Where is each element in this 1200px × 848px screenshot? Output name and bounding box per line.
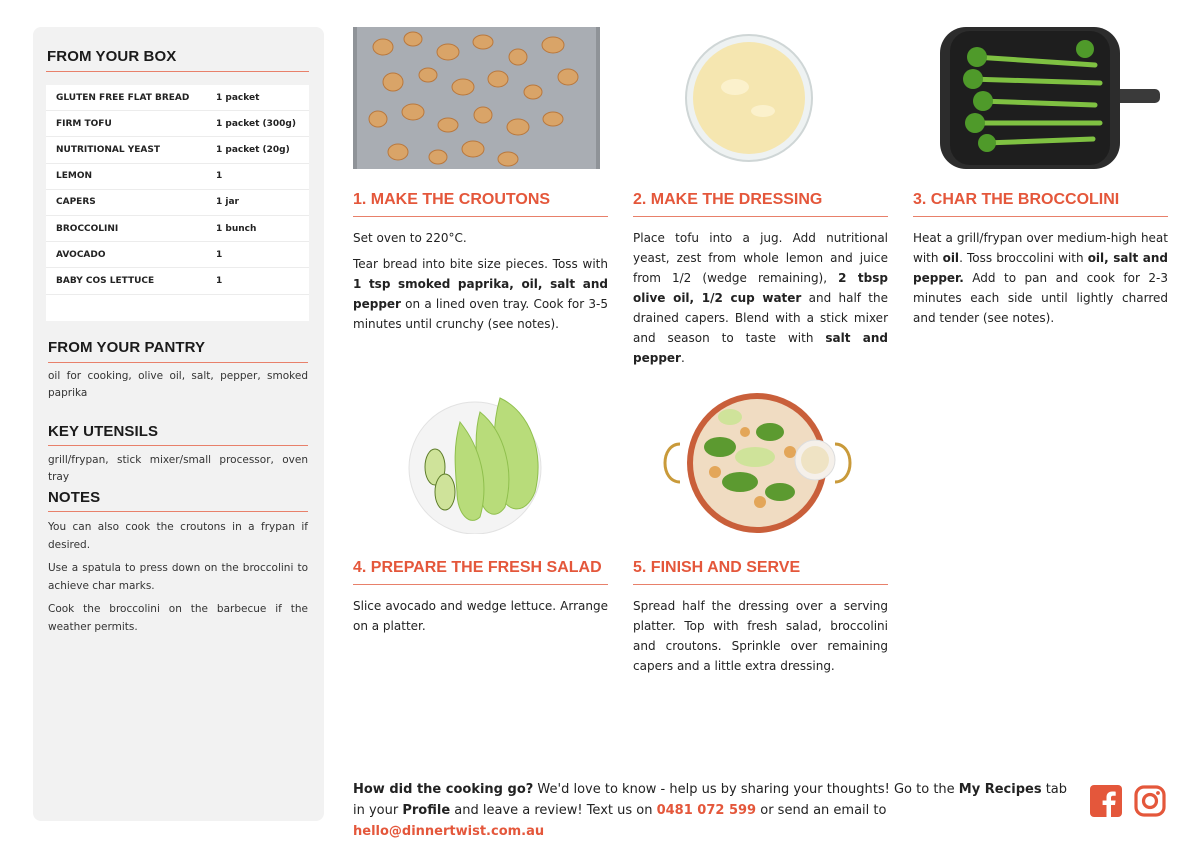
bold-text: oil [942, 251, 960, 265]
sidebar [33, 27, 324, 821]
ingredient-name: NUTRITIONAL YEAST [56, 144, 161, 155]
divider [353, 584, 608, 585]
ingredient-name: BABY COS LETTUCE [56, 275, 155, 286]
text: and half the drained capers. Blend with a stick mixer and season to taste with [633, 291, 888, 345]
note-item: Cook the broccolini on the barbecue if the weather permits. [48, 603, 308, 633]
ingredient-qty: 1 [216, 249, 223, 260]
instagram-icon[interactable] [1134, 785, 1166, 821]
ingredient-row [46, 137, 309, 163]
text: or send an email to [756, 803, 887, 818]
step-3-title: 3. CHAR THE BROCCOLINI [913, 191, 1120, 208]
text: tab in your [353, 782, 1068, 818]
ingredient-name: GLUTEN FREE FLAT BREAD [56, 92, 190, 103]
divider [913, 216, 1168, 217]
pantry-text: oil for cooking, olive oil, salt, pepper, smoked paprika [48, 370, 308, 399]
step-2-title: 2. MAKE THE DRESSING [633, 191, 823, 208]
from-your-pantry-title: FROM YOUR PANTRY [48, 339, 206, 356]
divider [48, 445, 308, 446]
dressing-photo [685, 27, 813, 169]
step-1-text: Set oven to 220°C. [353, 231, 467, 245]
ingredient-row [46, 190, 309, 216]
facebook-icon[interactable] [1090, 785, 1122, 821]
ingredient-name: CAPERS [56, 197, 96, 208]
step-1-title: 1. MAKE THE CROUTONS [353, 191, 551, 208]
ingredient-qty: 1 packet [216, 92, 260, 103]
ingredient-name: AVOCADO [56, 249, 106, 260]
ingredient-name: BROCCOLINI [56, 223, 119, 234]
step-4-body [353, 596, 608, 642]
step-5-title: 5. FINISH AND SERVE [633, 559, 801, 576]
text: We'd love to know - help us by sharing your thoughts! Go to the [533, 782, 959, 797]
divider [48, 362, 308, 363]
my-recipes-link[interactable]: My Recipes [958, 782, 1042, 797]
ingredient-qty: 1 [216, 171, 223, 182]
text: Heat a grill/frypan over medium-high heat with [913, 231, 1168, 265]
ingredient-qty: 1 packet (300g) [216, 118, 296, 129]
croutons-photo [353, 27, 600, 169]
text: and leave a review! Text us on [450, 803, 657, 818]
profile-link[interactable]: Profile [402, 803, 451, 818]
step-5-body [633, 596, 888, 682]
divider [48, 511, 308, 512]
ingredient-row [46, 268, 309, 294]
broccolini-photo [935, 27, 1160, 169]
bold-text: oil, salt and pepper. [913, 251, 1168, 285]
step-5-text: Spread half the dressing over a serving platter. Top with fresh salad, broccolini and croutons. Sprinkle over remaining capers and a little extra dressing. [633, 599, 888, 673]
step-3-body [913, 228, 1168, 334]
divider [633, 584, 888, 585]
divider [633, 216, 888, 217]
step-3-text [913, 228, 1168, 328]
ingredient-qty: 1 packet (20g) [216, 144, 290, 155]
text: Place tofu into a jug. Add nutritional yeast, zest from whole lemon and juice from 1/2 (wedge remaining), [633, 231, 888, 285]
ingredient-qty: 1 jar [216, 197, 239, 208]
ingredient-row [46, 111, 309, 137]
bold-text: salt and pepper [633, 331, 888, 365]
ingredient-qty: 1 [216, 275, 223, 286]
bold-text: 2 tbsp olive oil, 1/2 cup water [633, 271, 888, 305]
note-item: You can also cook the croutons in a frypan if desired. [48, 521, 308, 551]
step-2-body [633, 228, 888, 374]
utensils-text: grill/frypan, stick mixer/small processor, oven tray [48, 454, 308, 483]
key-utensils-title: KEY UTENSILS [48, 423, 159, 440]
step-2-text [633, 228, 888, 368]
step-1-body [353, 228, 608, 340]
fresh-salad-photo [405, 392, 550, 534]
email-link[interactable]: hello@dinnertwist.com.au [353, 824, 545, 839]
footer-question: How did the cooking go? [353, 782, 534, 797]
finished-dish-photo [660, 392, 855, 534]
divider [46, 71, 309, 72]
ingredient-qty: 1 bunch [216, 223, 257, 234]
step-4-text: Slice avocado and wedge lettuce. Arrange on a platter. [353, 599, 608, 633]
note-item: Use a spatula to press down on the broccolini to achieve char marks. [48, 562, 308, 592]
text: . Toss broccolini with [959, 251, 1088, 265]
phone-link[interactable]: 0481 072 599 [656, 803, 757, 818]
ingredient-row [46, 216, 309, 242]
ingredient-name: LEMON [56, 171, 93, 182]
notes-list [48, 518, 308, 641]
text: Tear bread into bite size pieces. Toss with [353, 257, 608, 271]
step-4-title: 4. PREPARE THE FRESH SALAD [353, 559, 602, 576]
ingredients-table [46, 85, 309, 321]
notes-title: NOTES [48, 489, 101, 506]
text: . [680, 351, 685, 365]
ingredient-row [46, 85, 309, 111]
from-your-box-title: FROM YOUR BOX [47, 48, 177, 65]
ingredient-row [46, 164, 309, 190]
step-1-text [353, 254, 608, 334]
text: on a lined oven tray. Cook for 3-5 minutes until crunchy (see notes). [353, 297, 608, 331]
divider [353, 216, 608, 217]
bold-text: 1 tsp smoked paprika, oil, salt and pepper [353, 277, 608, 311]
ingredient-name: FIRM TOFU [56, 118, 112, 129]
text: Add to pan and cook for 2-3 minutes each side until lightly charred and tender (see notes). [913, 271, 1168, 325]
ingredient-row [46, 242, 309, 268]
feedback-footer [353, 779, 1073, 842]
